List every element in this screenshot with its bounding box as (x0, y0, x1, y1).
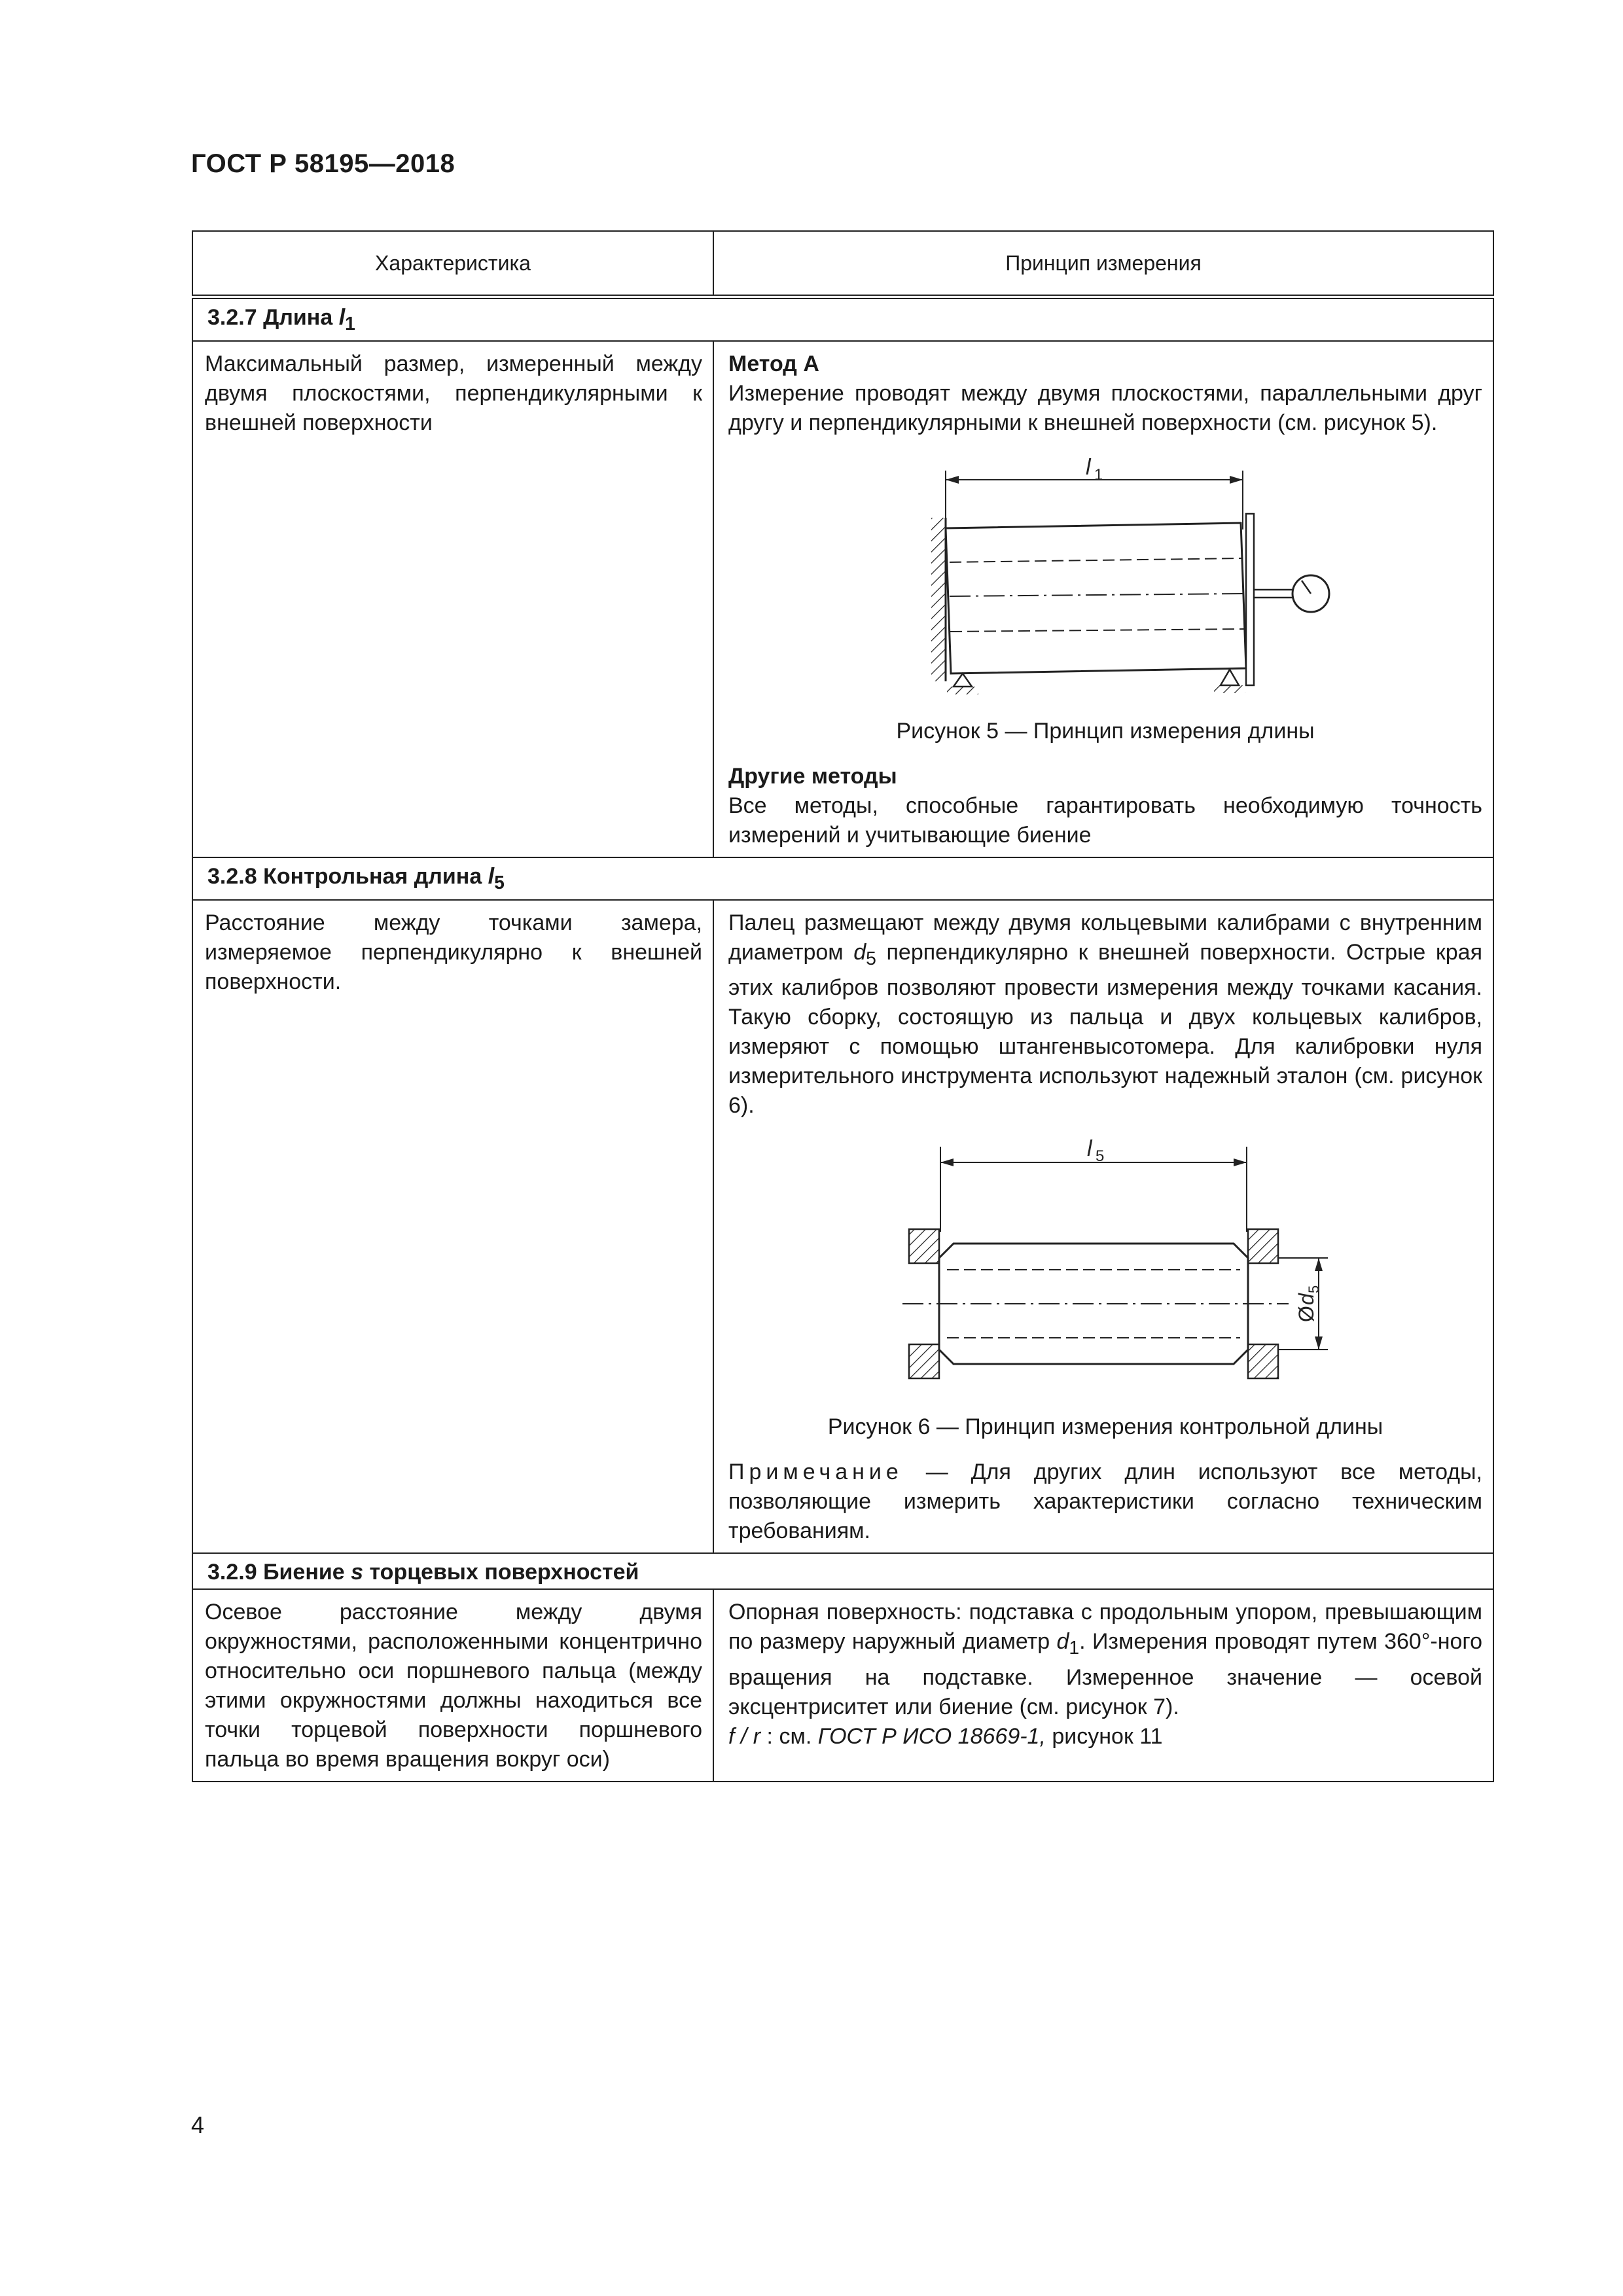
text-sub: 1 (1069, 1638, 1080, 1659)
spec-table (192, 230, 1494, 1782)
principle-text (728, 1598, 1482, 1722)
principle-cell (713, 900, 1493, 1554)
page-number: 4 (191, 2111, 205, 2138)
principle-cell (713, 1589, 1493, 1782)
dim-label-l5: l (1087, 1136, 1092, 1162)
content-row (192, 900, 1493, 1554)
section-row (192, 857, 1493, 900)
note-text: — Для других длин используют все методы, позволяющие измерить характеристики согласно техническим требованиям. (728, 1460, 1482, 1544)
text-var: d (1056, 1629, 1069, 1655)
section-title-3-2-7 (192, 297, 1493, 341)
section-title-text: торцевых поверхностей (363, 1560, 639, 1585)
ring-gauge-right-top (1248, 1229, 1278, 1263)
figure-5-caption: Рисунок 5 — Принцип измерения длины (896, 718, 1315, 744)
text-sub: 5 (866, 948, 876, 969)
method-title: Метод А (728, 351, 819, 376)
col-header-characteristic: Характеристика (192, 231, 713, 297)
ref-text: рисунок 11 (1045, 1724, 1163, 1749)
section-row (192, 297, 1493, 341)
control-length-diagram (876, 1134, 1334, 1402)
col-header-principle: Принцип измерения (713, 231, 1493, 297)
content-row (192, 341, 1493, 857)
principle-cell (713, 341, 1493, 857)
left-wall (931, 518, 946, 681)
ref-text: : см. (760, 1724, 818, 1749)
dim-label-sub: 1 (1094, 465, 1103, 484)
table-header-row (192, 231, 1493, 297)
text-part: . Измерения проводят путем 360°-ного вращения на подставке. Измеренное значение — осевой эксцентриситет или биение (см. рисунок 7). (728, 1629, 1482, 1720)
diameter-var: d (1294, 1293, 1318, 1306)
note (728, 1458, 1482, 1546)
support-right (1221, 670, 1239, 685)
diameter-symbol: Ø (1294, 1306, 1318, 1323)
section-sub: 1 (345, 313, 355, 334)
support-left (954, 673, 972, 687)
principle-text (728, 908, 1482, 1121)
text-var: d (853, 939, 866, 965)
diameter-sub: 5 (1306, 1285, 1322, 1294)
ref-var: f / r (728, 1724, 761, 1749)
characteristic-cell: Осевое расстояние между двумя окружностями, расположенными концентрично относительно оси поршневого пальца (между этими окружностями должны находиться все точки торцевой поверхности поршневого пальца во время вращения вокруг оси) (192, 1589, 713, 1782)
section-row (192, 1553, 1493, 1589)
figure-5 (728, 451, 1482, 714)
other-methods-text: Все методы, способные гарантировать необходимую точность измерений и учитывающие биение (728, 793, 1482, 848)
section-title-text: 3.2.7 Длина (207, 305, 339, 330)
other-methods-title: Другие методы (728, 763, 897, 789)
note-label: Примечание (728, 1460, 903, 1485)
text-part: Палец размещают между двумя кольцевыми калибрами с внутренним диаметром (728, 910, 1482, 965)
ref-doc: ГОСТ Р ИСО 18669-1, (817, 1724, 1046, 1749)
text-part: перпендикулярно к внешней поверхности. Острые края этих калибров позволяют провести измерения между точками касания. Такую сборку, состоящую из пальца и двух кольцевых калибров, измеряют с помощью штангенвысотомера. Для калибровки нуля измерительного инструмента используют надежный эталон (см. рисунок 6). (728, 939, 1483, 1119)
ring-gauge-left-top (909, 1229, 939, 1263)
characteristic-cell: Расстояние между точками замера, измеряемое перпендикулярно к внешней поверхности. (192, 900, 713, 1554)
reference-line (728, 1722, 1482, 1751)
section-var: l (338, 305, 346, 330)
method-text: Измерение проводят между двумя плоскостями, параллельными друг другу и перпендикулярными к внешней поверхности (см. рисунок 5). (728, 380, 1482, 435)
section-title-3-2-9 (192, 1553, 1493, 1589)
measuring-plate (1246, 514, 1254, 685)
text-part: Опорная поверхность: подставка с продольным упором, превышающим по размеру наружный диаметр (728, 1600, 1482, 1655)
section-var: s (351, 1560, 364, 1585)
length-measurement-diagram (876, 451, 1334, 706)
content-row (192, 1589, 1493, 1782)
section-title-text: 3.2.8 Контрольная длина (207, 863, 488, 889)
ring-gauge-right-bottom (1248, 1344, 1278, 1378)
section-var: l (488, 863, 495, 889)
section-title-3-2-8 (192, 857, 1493, 900)
section-title-text: 3.2.9 Биение (207, 1560, 351, 1585)
figure-6 (728, 1134, 1482, 1410)
dim-label-sub: 5 (1096, 1147, 1105, 1166)
section-sub: 5 (494, 872, 505, 893)
pin-body (946, 523, 1246, 673)
dim-label-l1: l (1086, 454, 1091, 480)
figure-6-caption: Рисунок 6 — Принцип измерения контрольной длины (827, 1414, 1383, 1440)
document-header: ГОСТ Р 58195—2018 (191, 149, 455, 178)
ring-gauge-left-bottom (909, 1344, 939, 1378)
characteristic-cell: Максимальный размер, измеренный между двумя плоскостями, перпендикулярными к внешней поверхности (192, 341, 713, 857)
